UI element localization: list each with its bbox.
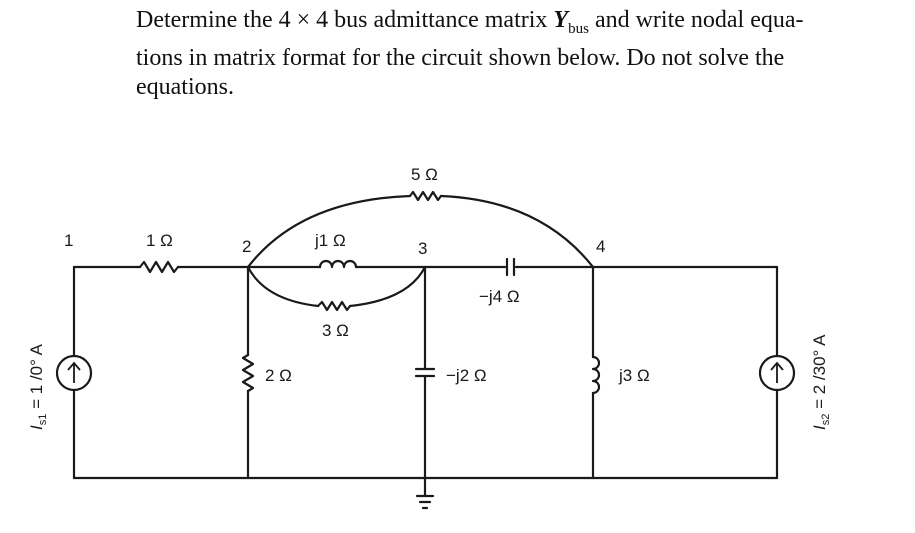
label-j3ohm: j3 Ω	[619, 366, 650, 385]
node-label-2: 2	[242, 237, 252, 256]
ybus-letter: Y	[553, 7, 569, 33]
wire-arc-3ohm	[350, 267, 425, 306]
is2-symbol: I	[810, 425, 829, 430]
wire-arc-5ohm	[441, 196, 593, 267]
ybus-subscript: bus	[568, 20, 589, 37]
label-is1	[27, 343, 49, 430]
label-1ohm: 1 Ω	[146, 231, 173, 250]
resistor-3ohm	[318, 302, 350, 310]
is1-symbol: I	[27, 425, 46, 430]
arrow-up-icon	[771, 363, 783, 383]
resistor-2ohm	[243, 355, 253, 391]
label-neg-j4ohm: −j4 Ω	[479, 287, 520, 306]
label-j1ohm: j1 Ω	[315, 231, 346, 250]
label-2ohm: 2 Ω	[265, 366, 292, 385]
problem-text: Determine the 4 × 4 bus admittance matrix	[136, 7, 554, 33]
problem-line-3: equations.	[136, 73, 234, 100]
is1-subscript: s1	[37, 413, 49, 426]
arrow-up-icon	[68, 363, 80, 383]
problem-text: and write nodal equa-	[588, 7, 804, 33]
node-label-3: 3	[418, 239, 428, 258]
label-neg-j2ohm: −j2 Ω	[446, 366, 487, 385]
label-5ohm: 5 Ω	[411, 165, 438, 184]
resistor-5ohm	[410, 192, 441, 200]
is1-value: = 1 /0° A	[27, 343, 46, 414]
node-label-4: 4	[596, 237, 606, 256]
wire-arc-3ohm	[248, 267, 318, 306]
inductor-j3ohm	[593, 357, 599, 393]
label-3ohm: 3 Ω	[322, 321, 349, 340]
inductor-j1ohm	[320, 261, 356, 267]
node-label-1: 1	[64, 231, 74, 250]
resistor-1ohm	[140, 262, 178, 272]
is2-subscript: s2	[820, 413, 832, 426]
problem-line-2: tions in matrix format for the circuit shown below. Do not solve the	[136, 44, 785, 71]
label-is2	[810, 334, 832, 430]
is2-value: = 2 /30° A	[810, 334, 829, 414]
